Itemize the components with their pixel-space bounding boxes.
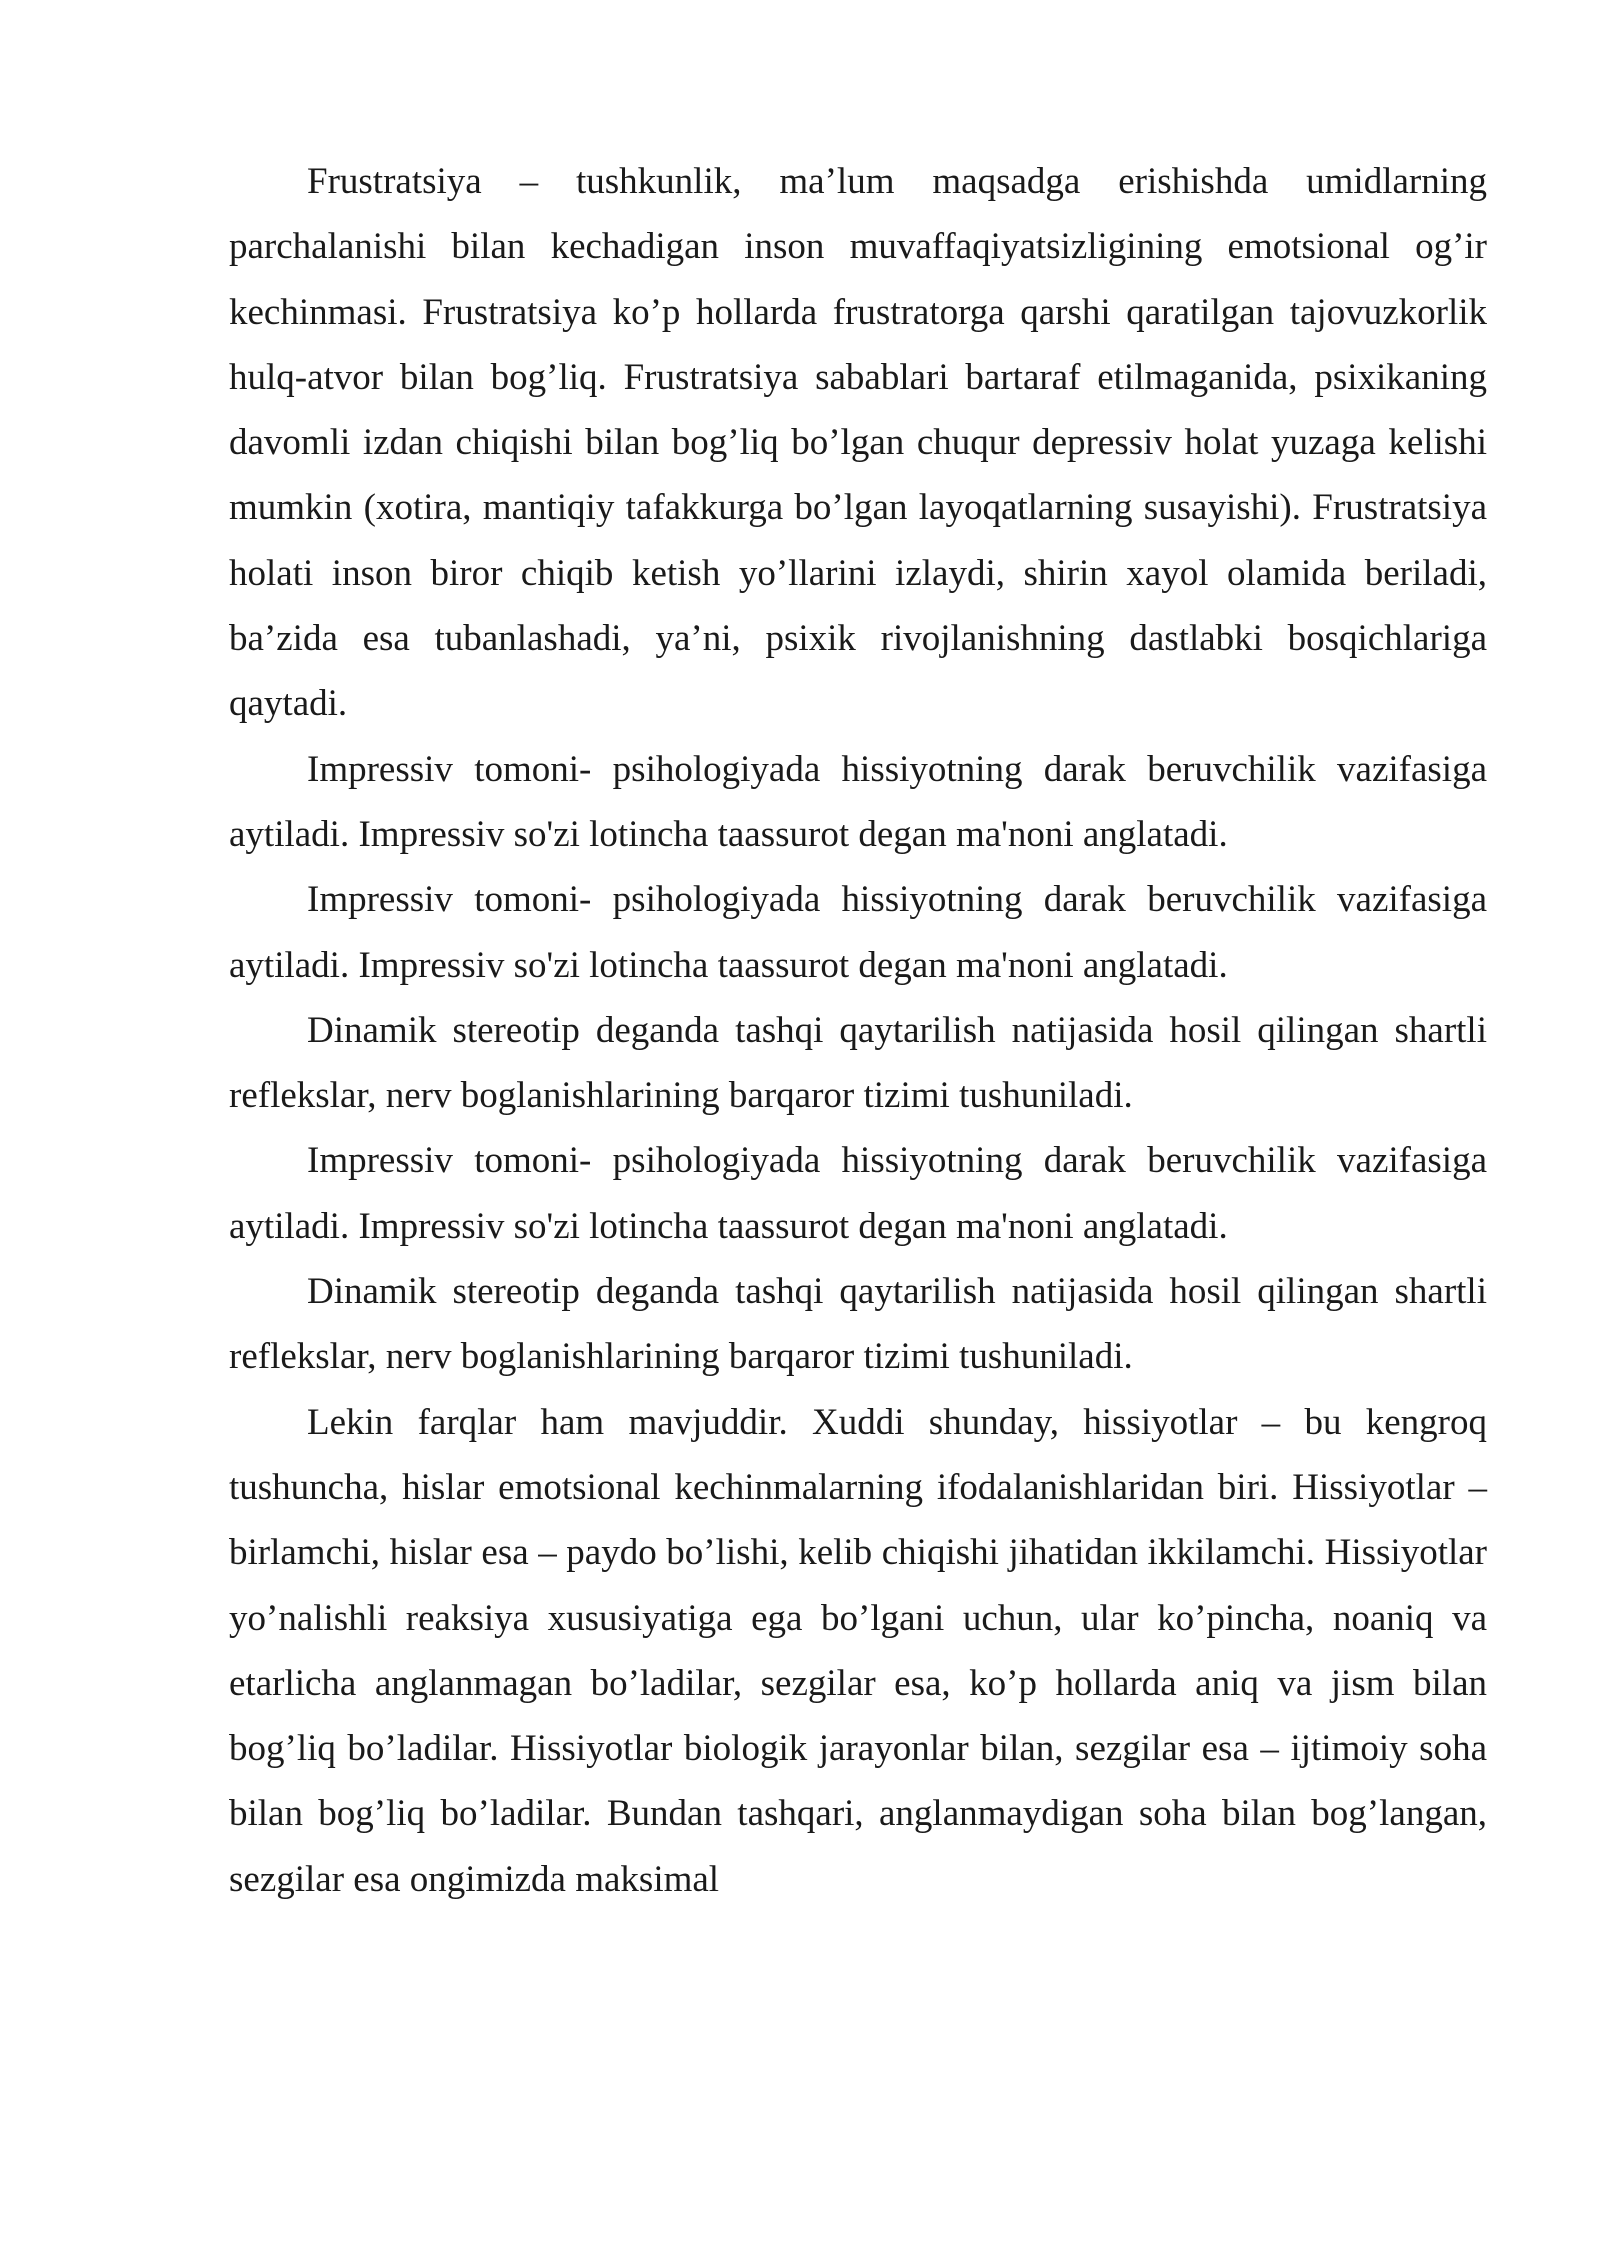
- paragraph-impressiv-3: Impressiv tomoni- psihologiyada hissiyotning darak beruvchilik vazifasiga aytiladi. Impressiv so'zi lotincha taassurot degan ma'noni anglatadi.: [229, 1140, 1487, 1247]
- paragraph-dinamik-2: Dinamik stereotip deganda tashqi qaytarilish natijasida hosil qilingan shartli reflekslar, nerv boglanishlarining barqaror tizimi tushuniladi.: [229, 1271, 1487, 1378]
- paragraph-lekin: Lekin farqlar ham mavjuddir. Xuddi shunday, hissiyotlar – bu kengroq tushuncha, hislar emotsional kechinmalarning ifodalanishlaridan biri. Hissiyotlar – birlamchi, hislar esa – paydo bo’lishi, kelib chiqishi jihatidan ikkilamchi. Hissiyotlar yo’nalishli reaksiya xususiyatiga ega bo’lgani uchun, ular ko’pincha, noaniq va etarlicha anglanmagan bo’ladilar, sezgilar esa, ko’p hollarda aniq va jism bilan bog’liq bo’ladilar. Hissiyotlar biologik jarayonlar bilan, sezgilar esa – ijtimoiy soha bilan bog’liq bo’ladilar. Bundan tashqari, anglanmaydigan soha bilan bog’langan, sezgilar esa ongimizda maksimal: [229, 1401, 1487, 1900]
- paragraph-frustratsiya: Frustratsiya – tushkunlik, ma’lum maqsadga erishishda umidlarning parchalanishi bilan kechadigan inson muvaffaqiyatsizligining emotsional og’ir kechinmasi. Frustratsiya ko’p hollarda frustratorga qarshi qaratilgan tajovuzkorlik hulq-atvor bilan bog’liq. Frustratsiya sabablari bartaraf etilmaganida, psixikaning davomli izdan chiqishi bilan bog’liq bo’lgan chuqur depressiv holat yuzaga kelishi mumkin (xotira, mantiqiy tafakkurga bo’lgan layoqatlarning susayishi). Frustratsiya holati inson biror chiqib ketish yo’llarini izlaydi, shirin xayol olamida beriladi, ba’zida esa tubanlashadi, ya’ni, psixik rivojlanishning dastlabki bosqichlariga qaytadi.: [229, 161, 1487, 725]
- document-page: [229, 149, 1487, 1912]
- paragraph-impressiv-2: Impressiv tomoni- psihologiyada hissiyotning darak beruvchilik vazifasiga aytiladi. Impressiv so'zi lotincha taassurot degan ma'noni anglatadi.: [229, 879, 1487, 986]
- paragraph-impressiv-1: Impressiv tomoni- psihologiyada hissiyotning darak beruvchilik vazifasiga aytiladi. Impressiv so'zi lotincha taassurot degan ma'noni anglatadi.: [229, 748, 1487, 855]
- paragraph-dinamik-1: Dinamik stereotip deganda tashqi qaytarilish natijasida hosil qilingan shartli reflekslar, nerv boglanishlarining barqaror tizimi tushuniladi.: [229, 1009, 1487, 1117]
